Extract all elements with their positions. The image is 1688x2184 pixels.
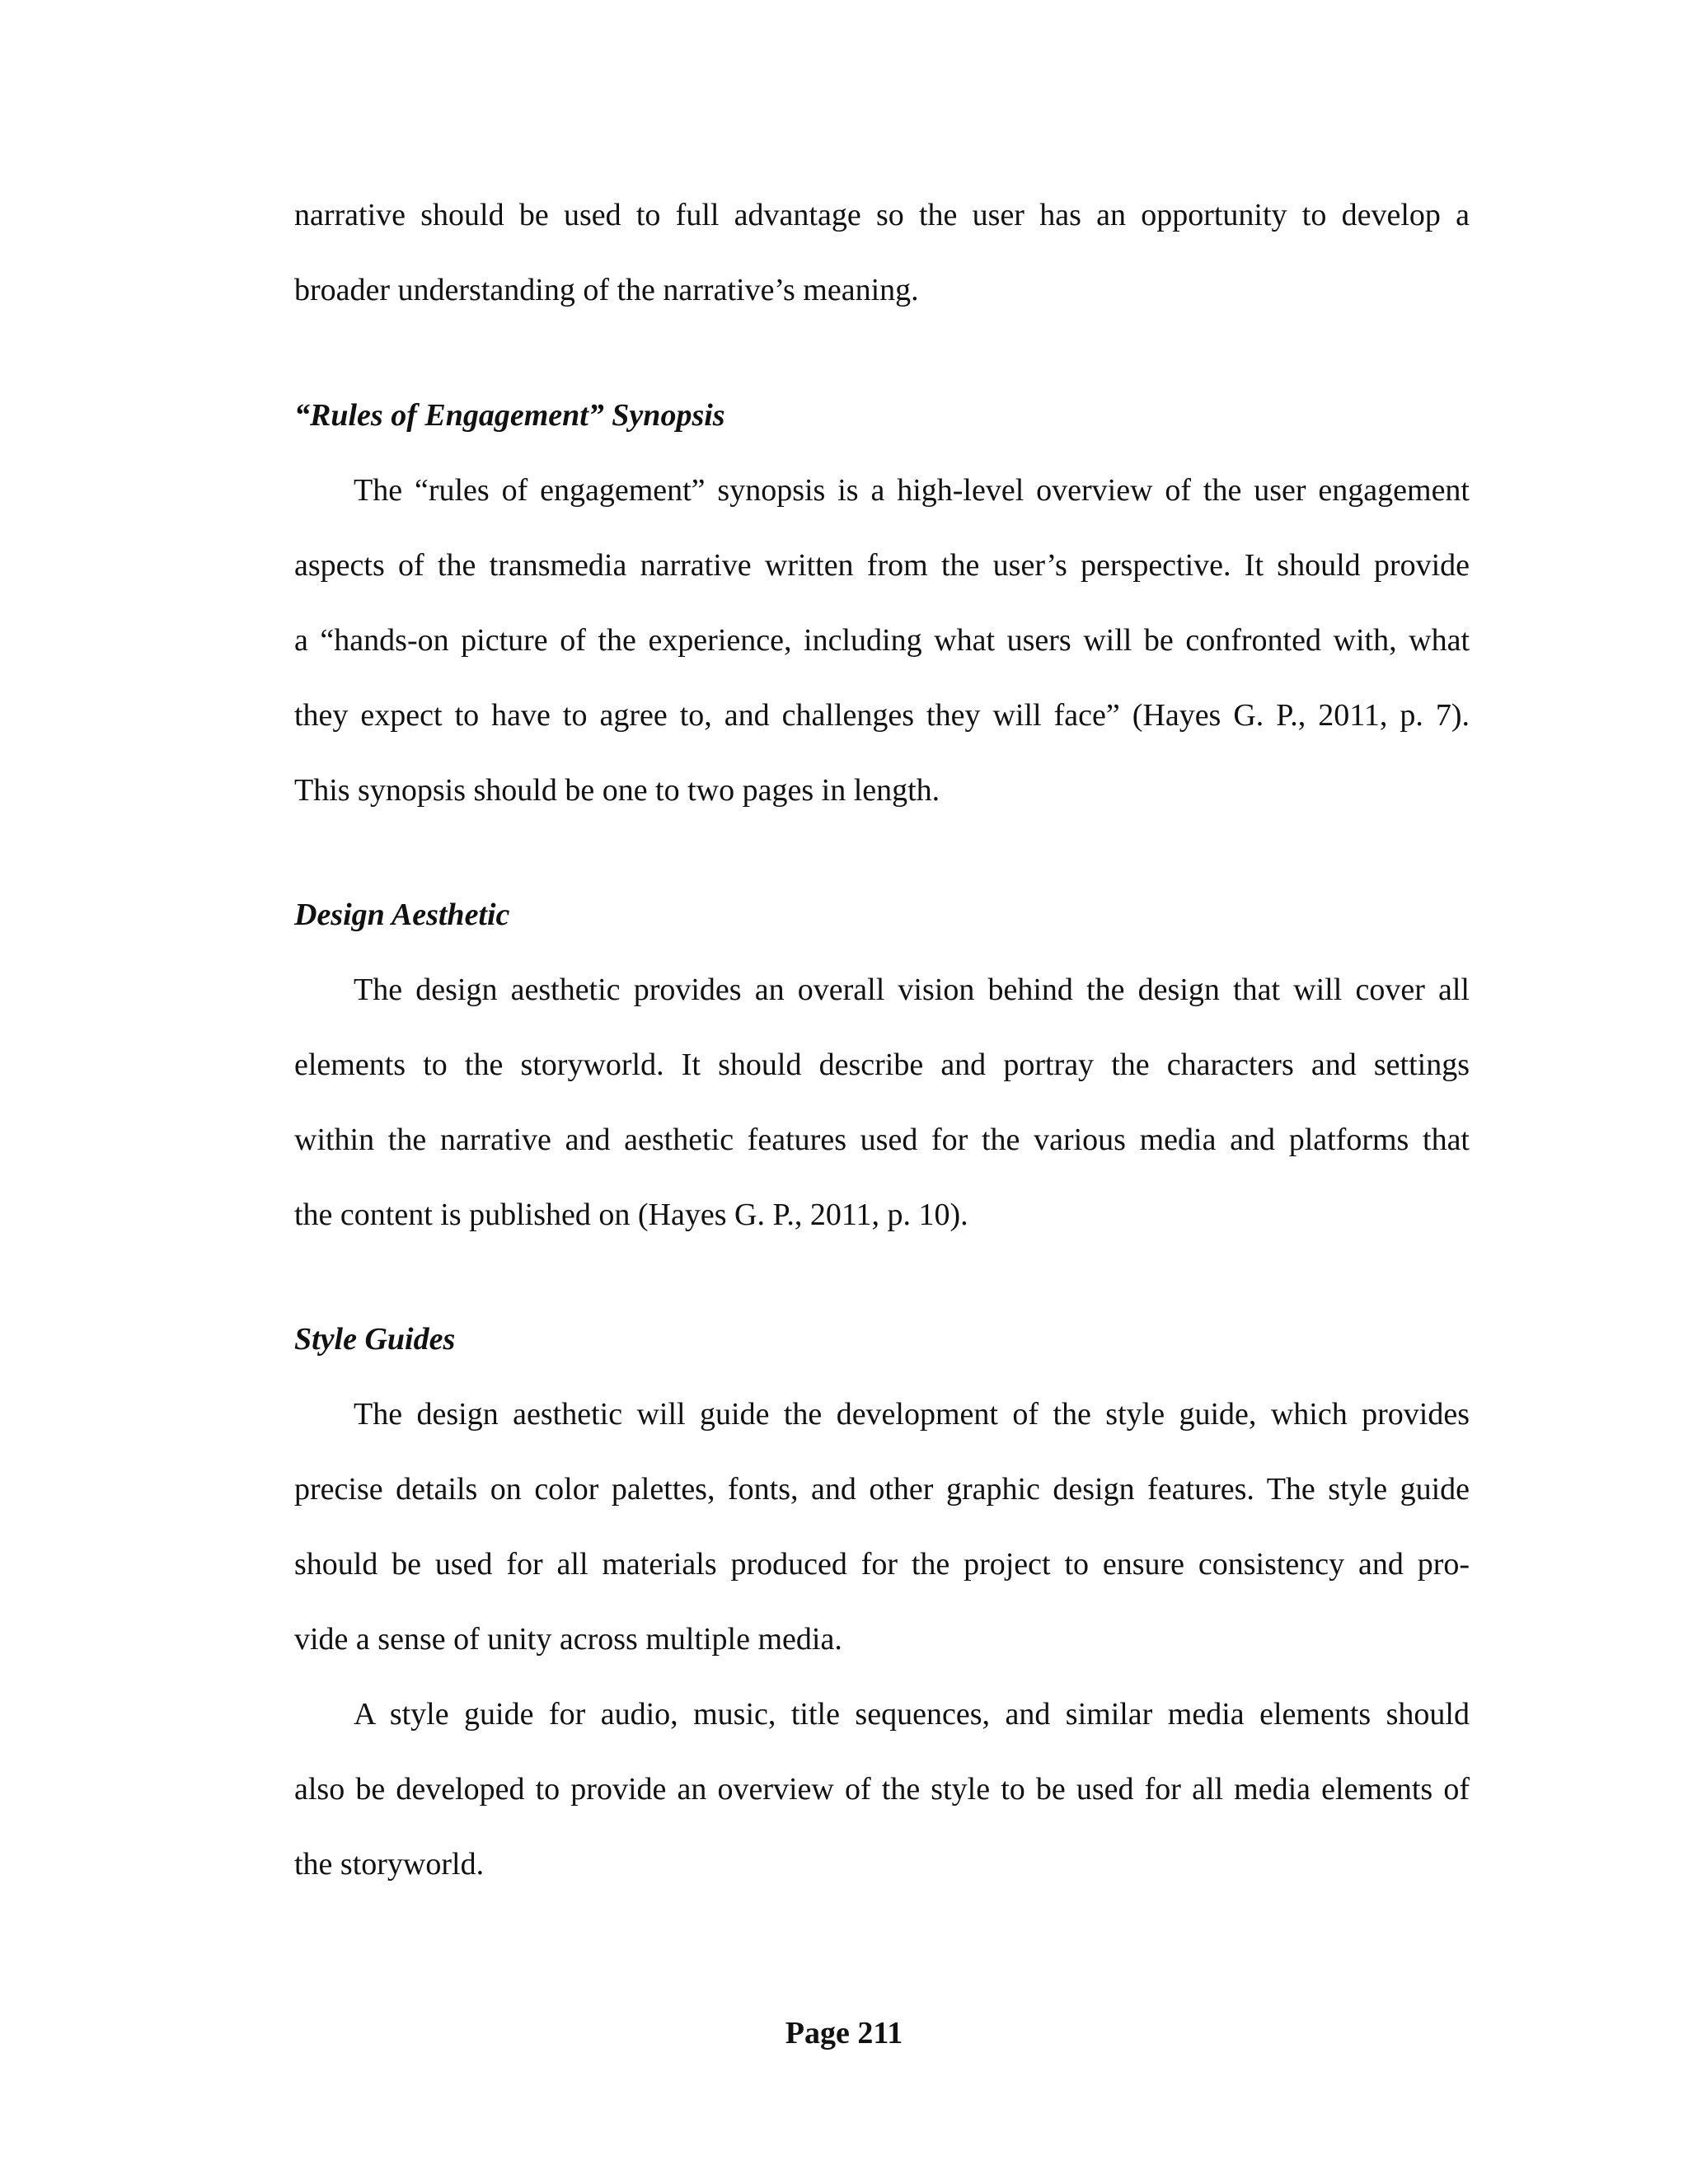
paragraph-line: also be developed to provide an overview of the style to be used for all media elements of xyxy=(294,1772,1470,1807)
paragraph-line: This synopsis should be one to two pages in length. xyxy=(294,773,940,808)
paragraph-line: narrative should be used to full advantage so the user has an opportunity to develop a xyxy=(294,198,1470,232)
paragraph-line: should be used for all materials produced for the project to ensure consistency and pro- xyxy=(294,1547,1470,1582)
paragraph-line: A style guide for audio, music, title sequences, and similar media elements should xyxy=(354,1697,1470,1732)
paragraph-line: broader understanding of the narrative’s meaning. xyxy=(294,273,919,307)
paragraph-line: precise details on color palettes, fonts, and other graphic design features. The style guide xyxy=(294,1472,1470,1507)
section-heading-rules-of-engagement: “Rules of Engagement” Synopsis xyxy=(294,398,725,433)
paragraph-line: within the narrative and aesthetic features used for the various media and platforms that xyxy=(294,1122,1470,1157)
page-number: Page 211 xyxy=(785,2016,903,2050)
section-heading-style-guides: Style Guides xyxy=(294,1322,456,1357)
paragraph-line: elements to the storyworld. It should describe and portray the characters and settings xyxy=(294,1047,1470,1082)
section-heading-design-aesthetic: Design Aesthetic xyxy=(294,898,510,932)
paragraph-line: The design aesthetic will guide the development of the style guide, which provides xyxy=(354,1397,1470,1432)
paragraph-line: vide a sense of unity across multiple media. xyxy=(294,1622,842,1657)
paragraph-line: aspects of the transmedia narrative written from the user’s perspective. It should provide xyxy=(294,548,1470,583)
paragraph-line: they expect to have to agree to, and challenges they will face” (Hayes G. P., 2011, p. 7). xyxy=(294,698,1470,733)
paragraph-line: The design aesthetic provides an overall vision behind the design that will cover all xyxy=(354,972,1470,1007)
paragraph-line: The “rules of engagement” synopsis is a high-level overview of the user engagement xyxy=(354,473,1470,508)
paragraph-line: the storyworld. xyxy=(294,1847,485,1882)
paragraph-line: the content is published on (Hayes G. P., 2011, p. 10). xyxy=(294,1197,968,1232)
paragraph-line: a “hands-on picture of the experience, including what users will be confronted with, what xyxy=(294,623,1470,658)
